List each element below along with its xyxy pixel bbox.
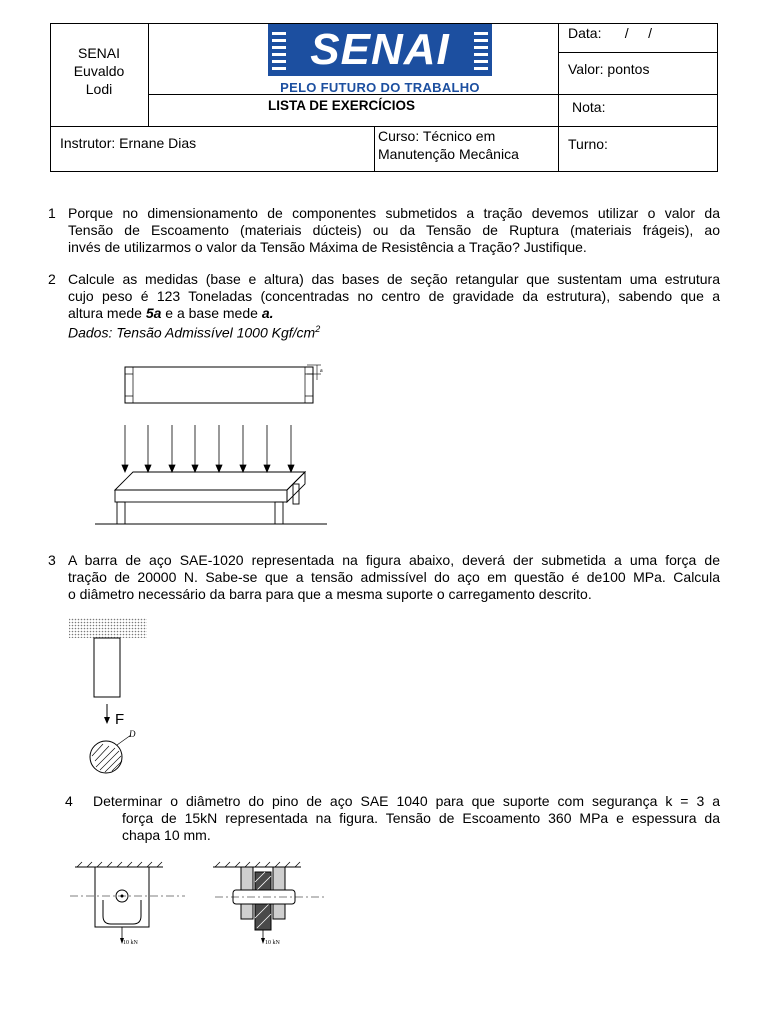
senai-logo: [268, 24, 492, 96]
data-line: [68, 321, 720, 341]
figure-structure: [95, 360, 335, 530]
text-line: Porque no dimensionamento de componentes submetidos a tração devemos utilizar o valor da: [68, 205, 720, 221]
text-run: Dados: Tensão Admissível 1000 Kgf/cm: [68, 325, 316, 342]
text-line: cujo peso é 123 Toneladas (concentradas no centro de gravidade da estrutura), sabendo que a: [68, 287, 720, 304]
grade-field: Nota:: [572, 99, 606, 115]
support-hatch: [77, 862, 162, 867]
question-number: 3: [48, 552, 56, 568]
text-line: [68, 305, 720, 322]
question-3-text: [68, 552, 720, 602]
table-side: [287, 472, 305, 502]
logo-band: [268, 24, 492, 76]
table-front: [115, 490, 287, 502]
course-field: [378, 127, 519, 163]
course-line: Curso: Técnico em: [378, 128, 496, 144]
steel-bar: [94, 638, 120, 697]
date-field: Data: / /: [568, 25, 653, 41]
support-ceiling: [69, 618, 147, 638]
force-label: F: [115, 711, 125, 728]
header-divider: [558, 52, 718, 53]
figure-bar: [65, 615, 185, 785]
load-arrows: [122, 425, 294, 472]
question-number: 1: [48, 205, 56, 221]
text-line: Calcule as medidas (base e altura) das bases de seção retangular que sustentam uma estrutura: [68, 271, 720, 287]
school-name-line: SENAI: [77, 45, 120, 61]
sheet-title: LISTA DE EXERCÍCIOS: [268, 98, 416, 113]
diameter-label: D: [129, 729, 136, 739]
value-field: Valor: pontos: [568, 61, 650, 77]
instructor-field: Instrutor: Ernane Dias: [60, 135, 197, 151]
table-leg: [117, 502, 125, 524]
question-4-text: [93, 793, 720, 843]
question-number: 2: [48, 271, 56, 287]
logo-tagline: PELO FUTURO DO TRABALHO: [280, 80, 480, 95]
question-2-text: [68, 271, 720, 342]
base-term: a.: [261, 304, 274, 321]
school-name-line: Euvaldo: [73, 63, 125, 79]
link-plate: [103, 900, 141, 924]
text-run: altura mede: [68, 304, 146, 321]
superscript: 2: [315, 324, 321, 335]
text-line: tração de 20000 N. Sabe-se que a tensão admissível do aço em questão é de100 MPa. Calcula: [68, 568, 720, 585]
question-number: 4: [65, 793, 73, 809]
figure-pin-joint: [65, 858, 365, 958]
school-name: [50, 44, 148, 98]
table-top: [115, 472, 305, 490]
dimension-label: a: [320, 368, 323, 374]
text-line: Tensão de Escoamento (materiais dúcteis) ou da Tensão de Ruptura (materiais frágeis), ao: [68, 221, 720, 238]
shift-field: Turno:: [568, 136, 608, 152]
header-divider: [374, 126, 375, 172]
text-run: e a base mede: [161, 304, 262, 321]
text-line: o diâmetro necessário da barra para que a mesma suporte o carregamento descrito.: [68, 585, 592, 602]
text-line: invés de utilizarmos o valor da Tensão Máxima de Resistência a Tração? Justifique.: [68, 238, 587, 255]
header-divider: [558, 23, 559, 172]
header-divider: [148, 23, 149, 126]
table-leg: [293, 484, 299, 504]
text-line: A barra de aço SAE-1020 representada na figura abaixo, deverá der submetida a uma força de: [68, 552, 720, 568]
table-leg: [275, 502, 283, 524]
height-term: 5a: [145, 304, 162, 321]
question-1-text: [68, 205, 720, 255]
support-hatch: [215, 862, 300, 867]
load-label: 10 kN: [265, 940, 280, 946]
course-line: Manutenção Mecânica: [378, 146, 519, 162]
logo-wordmark: SENAI: [310, 25, 450, 74]
text-line: força de 15kN representada na figura. Tensão de Escoamento 360 MPa e espessura da: [122, 809, 720, 826]
text-line: Determinar o diâmetro do pino de aço SAE 1040 para que suporte com segurança k = 3 a: [93, 793, 720, 809]
school-name-line: Lodi: [85, 81, 113, 97]
text-line: chapa 10 mm.: [122, 826, 211, 843]
force-arrow-head: [104, 717, 110, 724]
load-label: 10 kN: [123, 940, 138, 946]
top-view-plate: [125, 367, 313, 403]
